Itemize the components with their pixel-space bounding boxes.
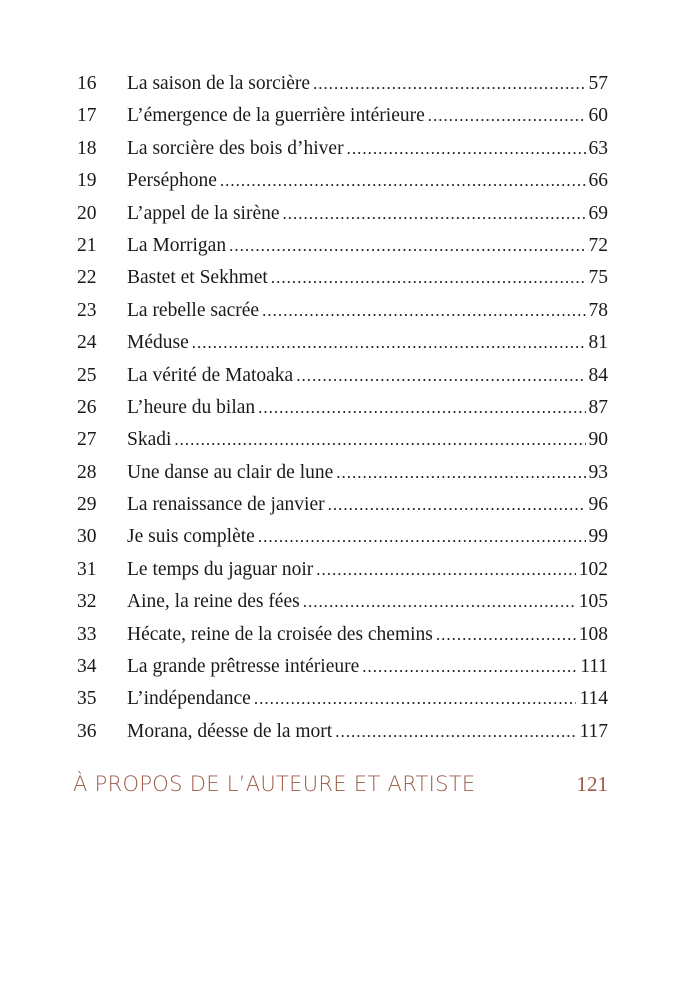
- page-number: 66: [588, 170, 608, 192]
- chapter-title: La renaissance de janvier: [127, 494, 325, 516]
- page-number: 84: [588, 364, 608, 386]
- chapter-number: 32: [77, 591, 97, 613]
- chapter-number: 16: [77, 73, 97, 94]
- page-number: 93: [588, 461, 608, 483]
- dot-leader: [258, 521, 586, 553]
- chapter-title: La vérité de Matoaka: [127, 364, 294, 386]
- chapter-number: 35: [77, 688, 97, 710]
- chapter-title: L’heure du bilan: [127, 396, 256, 418]
- dot-leader: [254, 683, 577, 715]
- page-number: 78: [588, 299, 608, 321]
- chapter-number: 26: [77, 396, 97, 418]
- chapter-number: 22: [77, 267, 97, 289]
- toc-entry-17[interactable]: [77, 100, 608, 132]
- chapter-title: Méduse: [127, 332, 189, 354]
- about-author-title: À PROPOS DE L’AUTEURE ET ARTISTE: [73, 772, 476, 796]
- chapter-number: 23: [77, 299, 97, 321]
- page-number: 105: [578, 591, 608, 613]
- chapter-number: 27: [77, 429, 97, 451]
- dot-leader: [328, 489, 586, 521]
- chapter-title: Aine, la reine des fées: [127, 591, 300, 613]
- toc-entry-27[interactable]: [77, 424, 608, 456]
- dot-leader: [262, 295, 585, 327]
- chapter-title: Skadi: [127, 429, 172, 451]
- page-number: 60: [588, 105, 608, 127]
- dot-leader: [362, 651, 577, 683]
- dot-leader: [347, 133, 586, 165]
- page-number: 87: [588, 396, 608, 418]
- page-number: 111: [580, 656, 608, 678]
- toc-entry-35[interactable]: [77, 683, 608, 715]
- toc-entry-24[interactable]: [77, 327, 608, 359]
- chapter-number: 17: [77, 105, 97, 127]
- dot-leader: [428, 100, 586, 132]
- chapter-title: Le temps du jaguar noir: [127, 558, 314, 580]
- toc-entry-32[interactable]: [77, 586, 608, 618]
- page-number: 75: [588, 267, 608, 289]
- chapter-number: 30: [77, 526, 97, 548]
- chapter-number: 29: [77, 494, 97, 516]
- dot-leader: [336, 457, 585, 489]
- chapter-title: L’émergence de la guerrière intérieure: [127, 105, 425, 127]
- chapter-title: Perséphone: [127, 170, 217, 192]
- toc-entry-36[interactable]: [77, 716, 608, 748]
- chapter-number: 21: [77, 234, 97, 256]
- chapter-title: La sorcière des bois d’hiver: [127, 137, 344, 159]
- page-number: 114: [579, 688, 608, 710]
- toc-entry-31[interactable]: [77, 554, 608, 586]
- toc-entry-16[interactable]: [77, 68, 608, 100]
- chapter-number: 31: [77, 558, 97, 580]
- toc-entry-26[interactable]: [77, 392, 608, 424]
- chapter-title: La grande prêtresse intérieure: [127, 656, 360, 678]
- table-of-contents: [77, 68, 608, 748]
- toc-entry-28[interactable]: [77, 457, 608, 489]
- page-number: 63: [588, 137, 608, 159]
- chapter-title: Morana, déesse de la mort: [127, 720, 333, 742]
- toc-entry-33[interactable]: [77, 619, 608, 651]
- chapter-number: 24: [77, 332, 97, 354]
- chapter-number: 34: [77, 656, 97, 678]
- dot-leader: [220, 165, 586, 197]
- dot-leader: [316, 554, 575, 586]
- toc-entry-18[interactable]: [77, 133, 608, 165]
- chapter-number: 36: [77, 720, 97, 742]
- toc-entry-19[interactable]: [77, 165, 608, 197]
- toc-entry-23[interactable]: [77, 295, 608, 327]
- chapter-title: L’appel de la sirène: [127, 202, 280, 224]
- dot-leader: [283, 198, 586, 230]
- chapter-title: Une danse au clair de lune: [127, 461, 334, 483]
- dot-leader: [313, 68, 585, 100]
- about-author-page-number: 121: [576, 772, 608, 796]
- toc-entry-34[interactable]: [77, 651, 608, 683]
- chapter-number: 25: [77, 364, 97, 386]
- dot-leader: [271, 262, 586, 294]
- chapter-number: 18: [77, 137, 97, 159]
- dot-leader: [335, 716, 576, 748]
- toc-entry-20[interactable]: [77, 198, 608, 230]
- chapter-number: 33: [77, 623, 97, 645]
- dot-leader: [436, 619, 576, 651]
- page-number: 108: [578, 623, 608, 645]
- toc-entry-21[interactable]: [77, 230, 608, 262]
- page-number: 90: [588, 429, 608, 451]
- page-number: 99: [588, 526, 608, 548]
- chapter-number: 19: [77, 170, 97, 192]
- page-number: 96: [588, 494, 608, 516]
- dot-leader: [192, 327, 586, 359]
- chapter-number: 20: [77, 202, 97, 224]
- page-number: 57: [588, 73, 608, 94]
- toc-entry-29[interactable]: [77, 489, 608, 521]
- page-number: 81: [588, 332, 608, 354]
- chapter-title: L’indépendance: [127, 688, 251, 710]
- chapter-title: La saison de la sorcière: [127, 73, 311, 94]
- dot-leader: [296, 360, 585, 392]
- toc-entry-about-author[interactable]: [73, 772, 608, 797]
- page-number: 117: [579, 720, 608, 742]
- chapter-number: 28: [77, 461, 97, 483]
- page-number: 69: [588, 202, 608, 224]
- page-number: 72: [588, 234, 608, 256]
- chapter-title: Je suis complète: [127, 526, 255, 548]
- chapter-title: Hécate, reine de la croisée des chemins: [127, 623, 433, 645]
- page-number: 102: [578, 558, 608, 580]
- toc-entry-22[interactable]: [77, 262, 608, 294]
- dot-leader: [303, 586, 576, 618]
- chapter-title: Bastet et Sekhmet: [127, 267, 268, 289]
- chapter-title: La Morrigan: [127, 234, 227, 256]
- dot-leader: [258, 392, 585, 424]
- toc-entry-30[interactable]: [77, 521, 608, 553]
- toc-entry-25[interactable]: [77, 360, 608, 392]
- dot-leader: [174, 424, 585, 456]
- chapter-title: La rebelle sacrée: [127, 299, 260, 321]
- dot-leader: [229, 230, 585, 262]
